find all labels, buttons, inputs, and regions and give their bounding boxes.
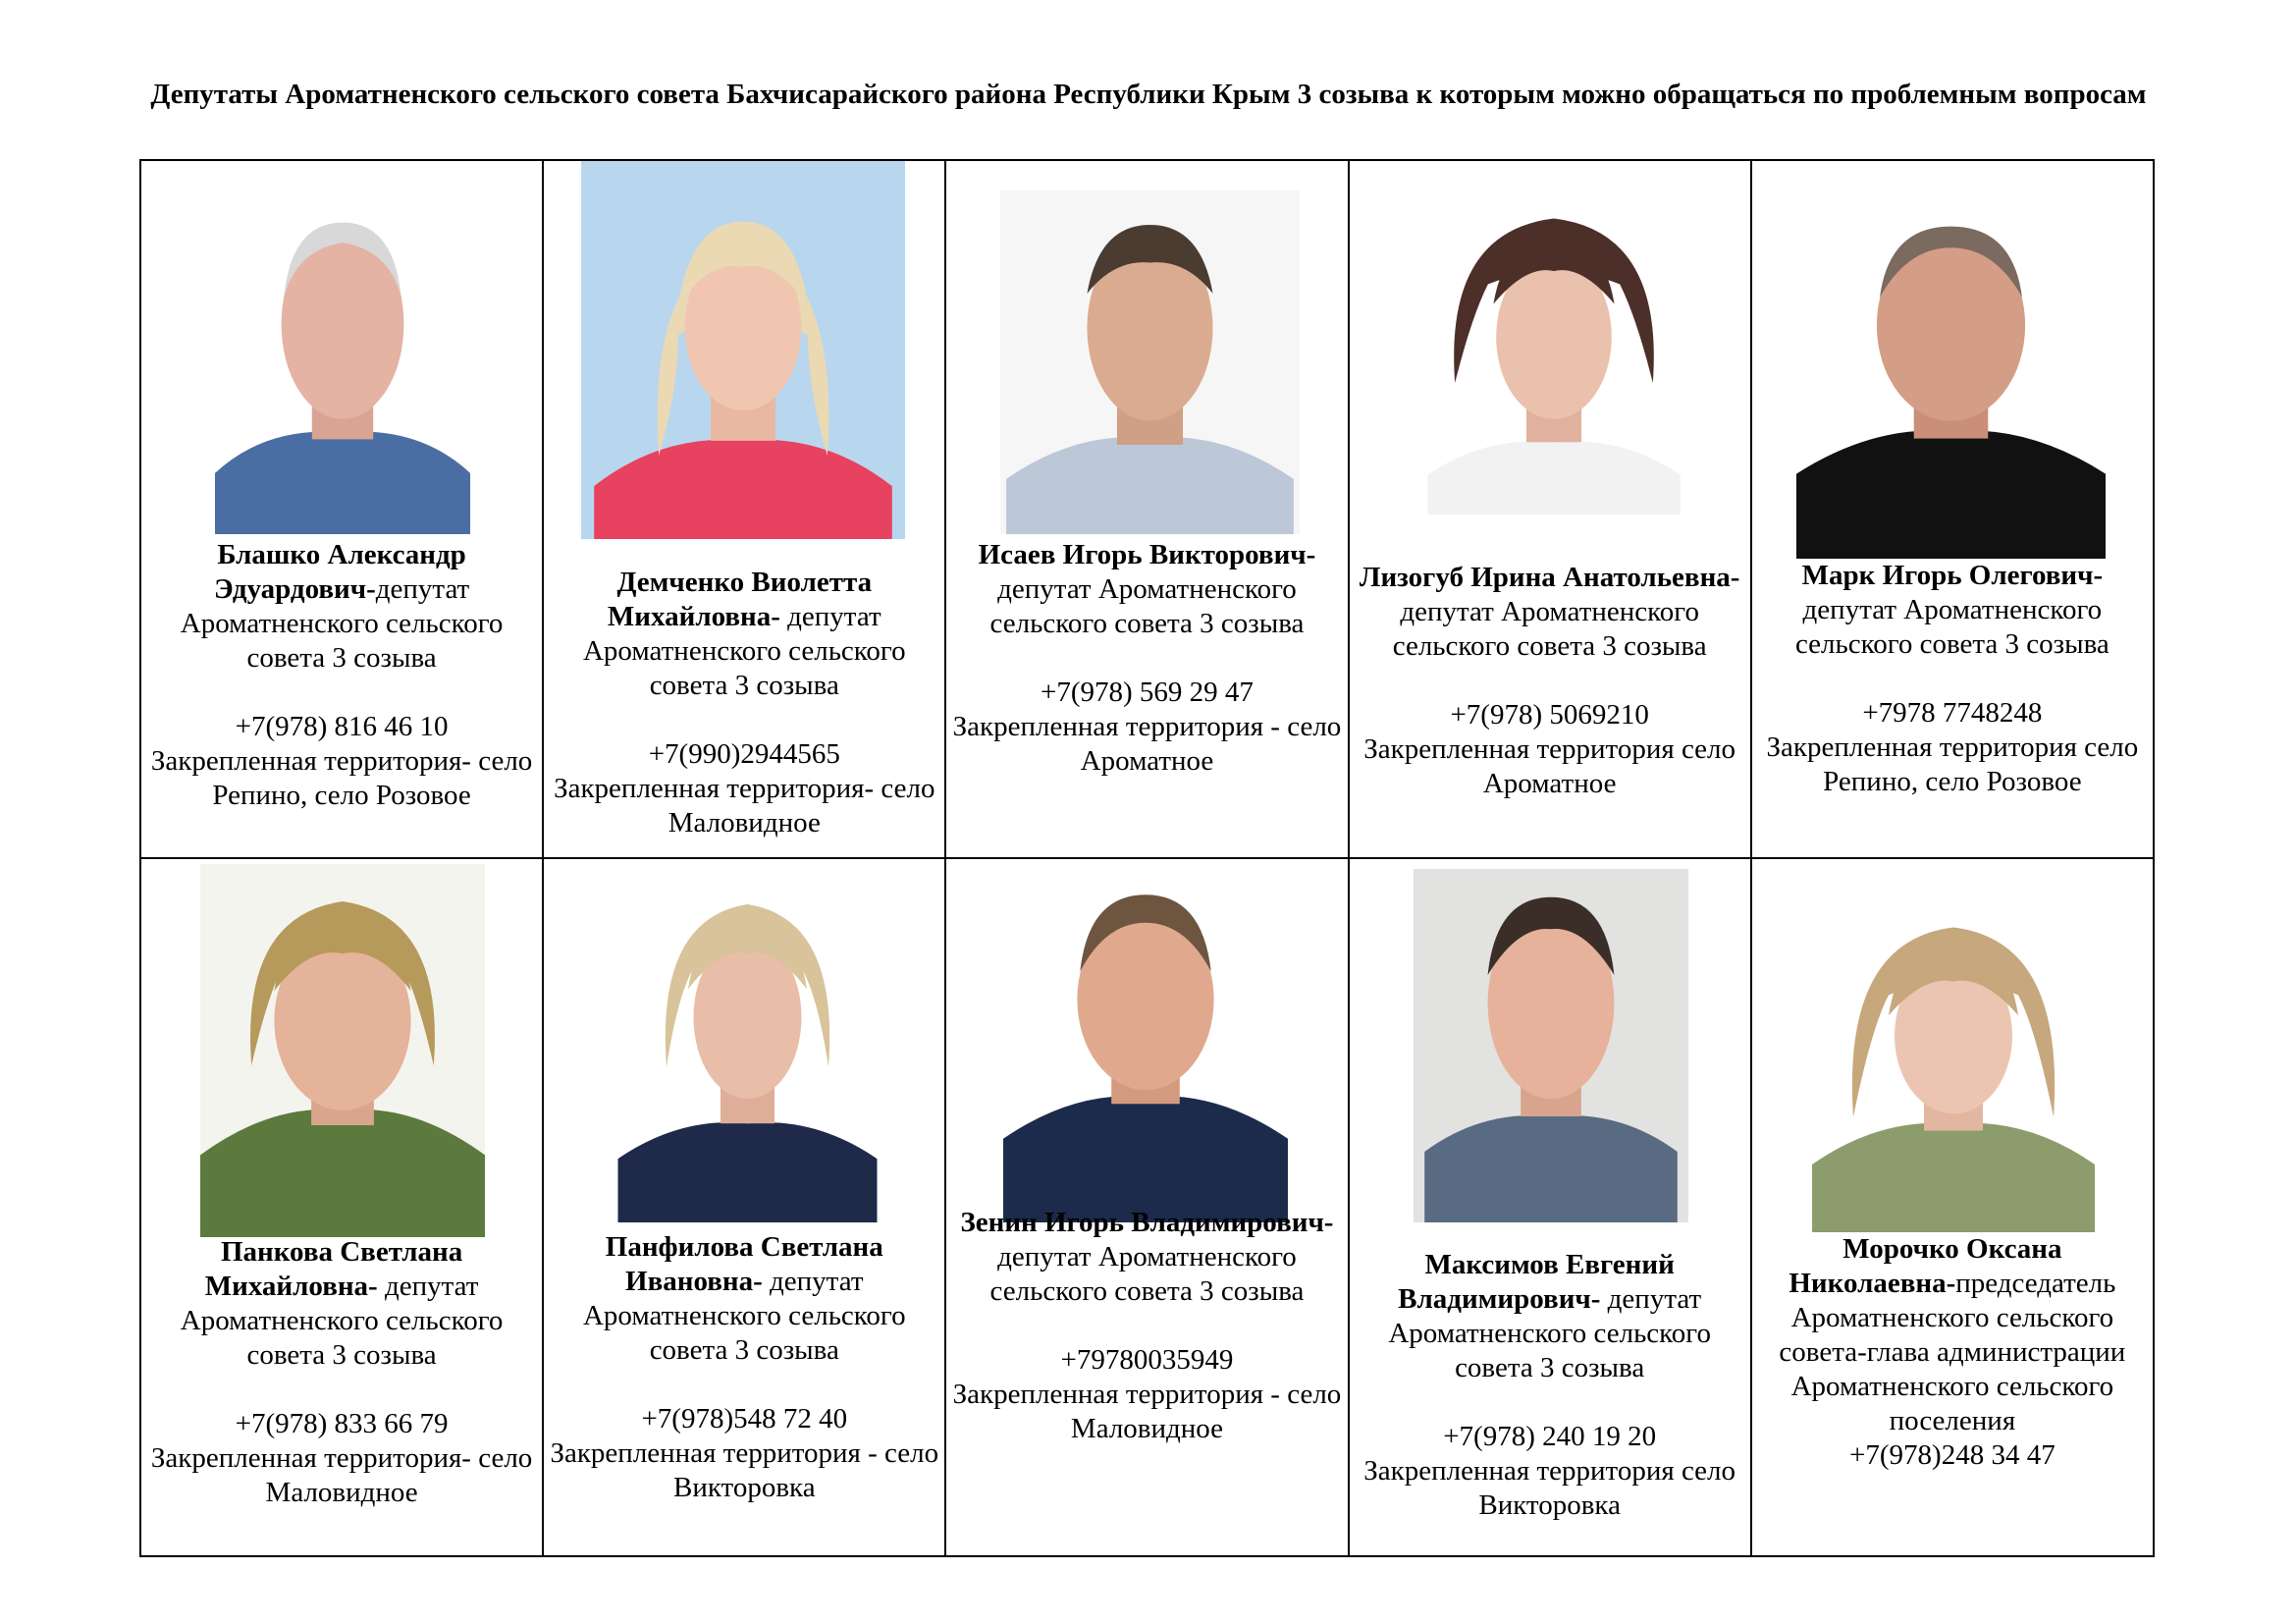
deputy-role: депутат Ароматненского сельского совета 3 созыва <box>582 1266 906 1366</box>
deputy-territory: Закрепленная территория село Викторовка <box>1363 1455 1736 1521</box>
deputy-phone: +7(978) 569 29 47 <box>1041 677 1254 708</box>
deputy-photo <box>1806 893 2101 1232</box>
deputy-name: Панфилова Светлана Ивановна- <box>605 1231 883 1297</box>
deputy-name: Панкова Светлана Михайловна- <box>204 1236 463 1302</box>
deputy-role: депутат Ароматненского сельского совета 3 созыва <box>180 573 504 674</box>
deputy-card <box>140 858 543 1556</box>
deputy-role: депутат Ароматненского сельского совета 3 созыва <box>1392 596 1707 662</box>
deputy-name: Морочко Оксана Николаевна- <box>1789 1233 2062 1299</box>
deputy-phone: +7(978)548 72 40 <box>641 1403 848 1435</box>
deputy-name: Демченко Виолетта Михайловна- <box>607 567 873 632</box>
deputy-role: депутат Ароматненского сельского совета 3 созыва <box>989 573 1305 639</box>
deputy-photo <box>215 195 470 534</box>
deputy-territory: Закрепленная территория село Репино, село Розовое <box>1766 731 2139 797</box>
deputy-territory: Закрепленная территория - село Ароматное <box>952 711 1342 777</box>
deputy-card <box>543 160 945 858</box>
deputy-territory: Закрепленная территория- село Маловидное <box>554 773 935 839</box>
deputy-territory: Закрепленная территория село Ароматное <box>1363 733 1736 799</box>
deputy-phone: +7978 7748248 <box>1862 697 2043 729</box>
deputy-name: Зенин Игорь Владимирович- <box>960 1207 1334 1238</box>
deputy-name: Исаев Игорь Викторович- <box>978 539 1316 570</box>
deputy-photo <box>581 161 905 539</box>
deputy-territory: Закрепленная территория- село Репино, село Розовое <box>150 745 533 811</box>
deputy-photo <box>1000 190 1300 534</box>
deputy-card <box>1751 160 2154 858</box>
deputy-phone: +7(978) 240 19 20 <box>1443 1421 1657 1452</box>
deputy-photo <box>200 864 485 1237</box>
deputy-name: Лизогуб Ирина Анатольевна- <box>1359 562 1740 593</box>
deputy-role: депутат Ароматненского сельского совета 3 созыва <box>582 601 906 701</box>
deputy-card <box>1349 858 1751 1556</box>
deputy-card <box>543 858 945 1556</box>
deputy-photo <box>1416 186 1691 514</box>
deputy-phone: +7(978)248 34 47 <box>1849 1439 2056 1471</box>
deputy-name: Марк Игорь Олегович- <box>1801 560 2104 591</box>
deputy-photo <box>1003 874 1288 1222</box>
deputy-phone: +7(978) 833 66 79 <box>235 1408 449 1439</box>
deputy-name: Блашко Александр Эдуардович- <box>213 539 466 605</box>
deputy-role: депутат Ароматненского сельского совета 3 созыва <box>1388 1283 1711 1383</box>
deputy-photo <box>1414 869 1688 1222</box>
deputy-role: депутат Ароматненского сельского совета 3 созыва <box>989 1241 1305 1307</box>
deputies-table <box>139 159 2155 1557</box>
deputy-card <box>1751 858 2154 1556</box>
page-title: Депутаты Ароматненского сельского совета Бахчисарайского района Республики Крым 3 созыва к которым можно обращаться по проблемным вопросам <box>150 79 2147 110</box>
deputy-card <box>945 160 1348 858</box>
deputy-phone: +7(978) 816 46 10 <box>235 711 449 742</box>
deputy-role: председатель Ароматненского сельского совета-глава администрации Ароматненского сельского поселения <box>1779 1268 2126 1436</box>
deputy-territory: Закрепленная территория - село Викторовка <box>550 1437 939 1503</box>
deputy-photo <box>613 869 882 1222</box>
deputy-photo <box>1796 205 2106 559</box>
deputy-card <box>945 858 1348 1556</box>
deputy-phone: +79780035949 <box>1060 1344 1234 1376</box>
table-row <box>140 858 2154 1556</box>
deputy-name: Максимов Евгений Владимирович- <box>1398 1249 1675 1315</box>
deputy-phone: +7(990)2944565 <box>648 738 840 770</box>
deputy-territory: Закрепленная территория- село Маловидное <box>150 1442 533 1508</box>
deputy-role: депутат Ароматненского сельского совета 3 созыва <box>180 1271 504 1371</box>
deputy-territory: Закрепленная территория - село Маловидное <box>952 1379 1342 1444</box>
deputy-phone: +7(978) 5069210 <box>1450 699 1649 731</box>
table-row <box>140 160 2154 858</box>
deputy-card <box>140 160 543 858</box>
deputy-role: депутат Ароматненского сельского совета 3 созыва <box>1794 594 2109 660</box>
deputy-card <box>1349 160 1751 858</box>
